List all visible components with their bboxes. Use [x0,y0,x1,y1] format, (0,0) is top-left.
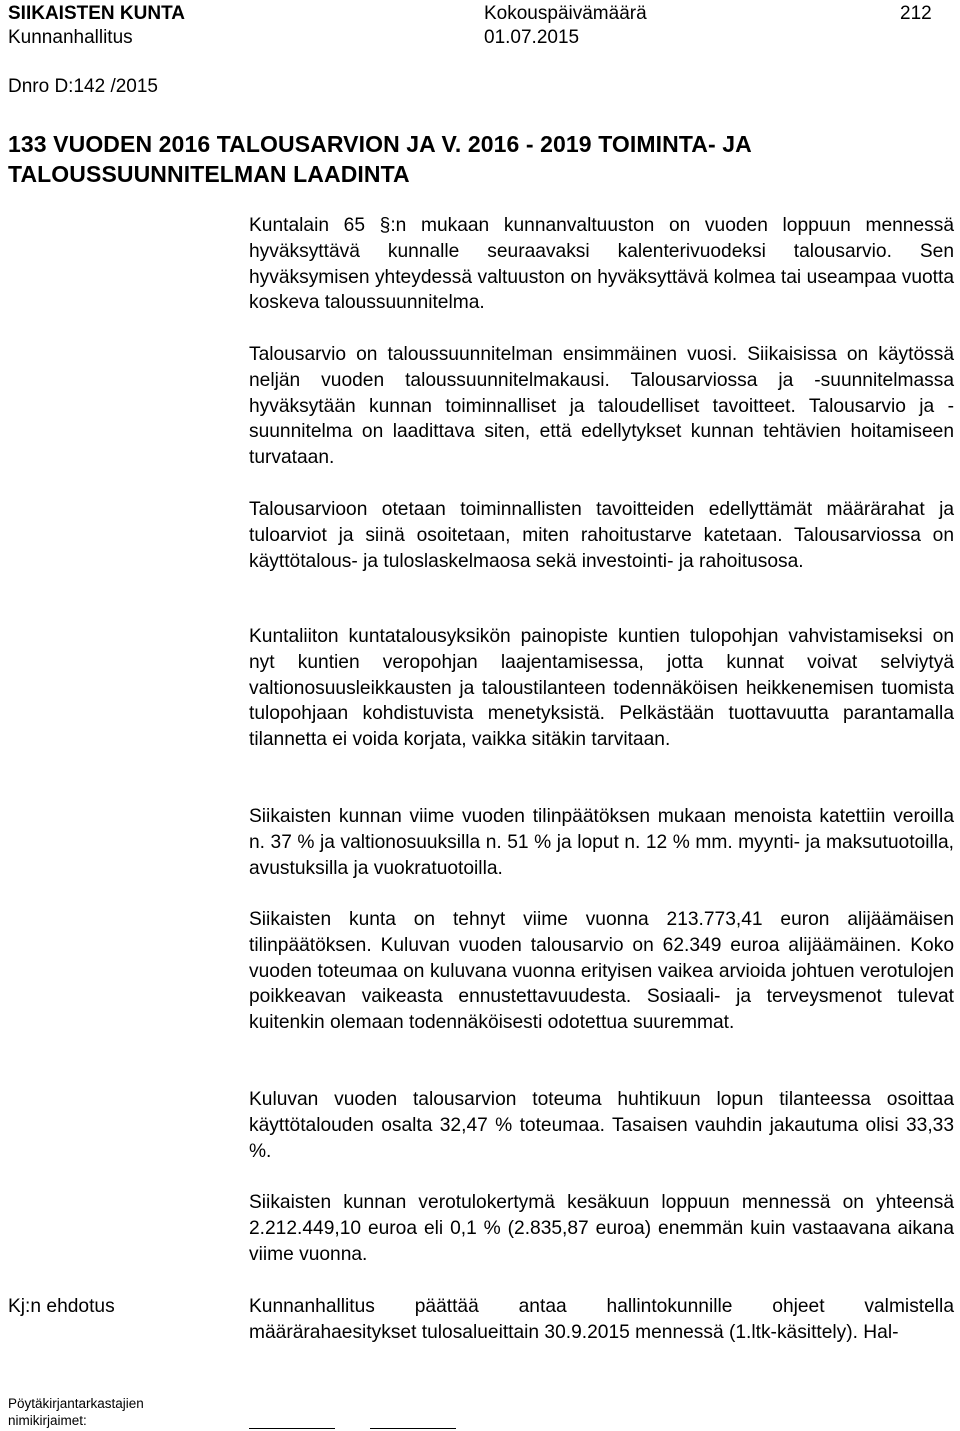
paragraph-5: Siikaisten kunnan viime vuoden tilinpäätöksen mukaan menoista katettiin veroilla n. 37 % ja valtionosuuksilla n. 51 % ja loput n. 12 % mm. myynti- ja maksutuotoilla, avustuksilla ja vuokratuotoilla. [249,806,954,879]
proposal-label: Kj:n ehdotus [8,1296,115,1317]
page-number: 212 [900,3,932,24]
footer-line-1: Pöytäkirjantarkastajien [8,1396,144,1411]
body-name: Kunnanhallitus [8,27,133,48]
paragraph-1: Kuntalain 65 §:n mukaan kunnanvaltuuston on vuoden loppuun mennessä hyväksyttävä kunnalle seuraavaksi kalenterivuodeksi talousarvio. Sen hyväksymisen yhteydessä valtuuston on hyväksyttävä kolmea tai useampaa vuotta koskeva taloussuunnitelma. [249,215,954,314]
paragraph-6: Siikaisten kunta on tehnyt viime vuonna 213.773,41 euron alijäämäisen tilinpäätöksen. Kuluvan vuoden talousarvio on 62.349 euroa alijäämäinen. Koko vuoden toteumaa on kuluvana vuonna erityisen vaikea arvioida johtuen verotulojen poikkeavan vaikeasta ennustettavuudesta. Sosiaali- ja terveysmenot tulevat kuitenkin olemaan todennäköisesti odotettua suuremmat. [249,909,954,1034]
section-title: 133 VUODEN 2016 TALOUSARVION JA V. 2016 - 2019 TOIMINTA- JA TALOUSSUUNNITELMAN LAADINTA [8,131,752,187]
proposal-text: Kunnanhallitus päättää antaa hallintokunnille ohjeet valmistella määrärahaesitykset tulosalueittain 30.9.2015 mennessä (1.ltk-käsittely). Hal- [249,1296,954,1343]
reviewer-initials-label [8,1395,144,1429]
meeting-date: 01.07.2015 [484,27,580,48]
paragraph-8: Siikaisten kunnan verotulokertymä kesäkuun loppuun mennessä on yhteensä 2.212.449,10 euroa eli 0,1 % (2.835,87 euroa) enemmän kuin vastaavana aikana viime vuonna. [249,1192,954,1265]
signature-line-1 [249,1428,335,1429]
paragraph-4: Kuntaliiton kuntatalousyksikön painopiste kuntien tulopohjan vahvistamiseksi on nyt kuntien veropohjan laajentamisessa, jotta kunnat voivat selviytyä valtionosuusleikkausten ja taloustilanteen todennäköisen heikkenemisen tuomista tulopohjaan kohdistuvista menetyksistä. Pelkästään tuottavuutta parantamalla tilannetta ei voida korjata, vaikka sitäkin tarvitaan. [249,626,954,751]
paragraph-3: Talousarvioon otetaan toiminnallisten tavoitteiden edellyttämät määrärahat ja tuloarviot ja siinä osoitetaan, miten rahoitustarve katetaan. Talousarviossa on käyttötalous- ja tuloslaskelmaosa sekä investointi- ja rahoitusosa. [249,499,954,572]
date-label: Kokouspäivämäärä [484,3,647,24]
footer-line-2: nimikirjaimet: [8,1413,87,1428]
paragraph-7: Kuluvan vuoden talousarvion toteuma huhtikuun lopun tilanteessa osoittaa käyttötalouden osalta 32,47 % toteumaa. Tasaisen vauhdin jakautuma olisi 33,33 %. [249,1089,954,1162]
paragraph-2: Talousarvio on taloussuunnitelman ensimmäinen vuosi. Siikaisissa on käytössä neljän vuoden taloussuunnitelmakausi. Talousarviossa ja -suunnitelmassa hyväksytään kunnan toiminnalliset ja taloudelliset tavoitteet. Talousarvio ja -suunnitelma on laadittava siten, että edellytykset kunnan tehtävien hoitamiseen turvataan. [249,344,954,469]
municipality-name: SIIKAISTEN KUNTA [8,3,185,24]
signature-line-2 [370,1428,456,1429]
record-number: Dnro D:142 /2015 [8,76,158,97]
